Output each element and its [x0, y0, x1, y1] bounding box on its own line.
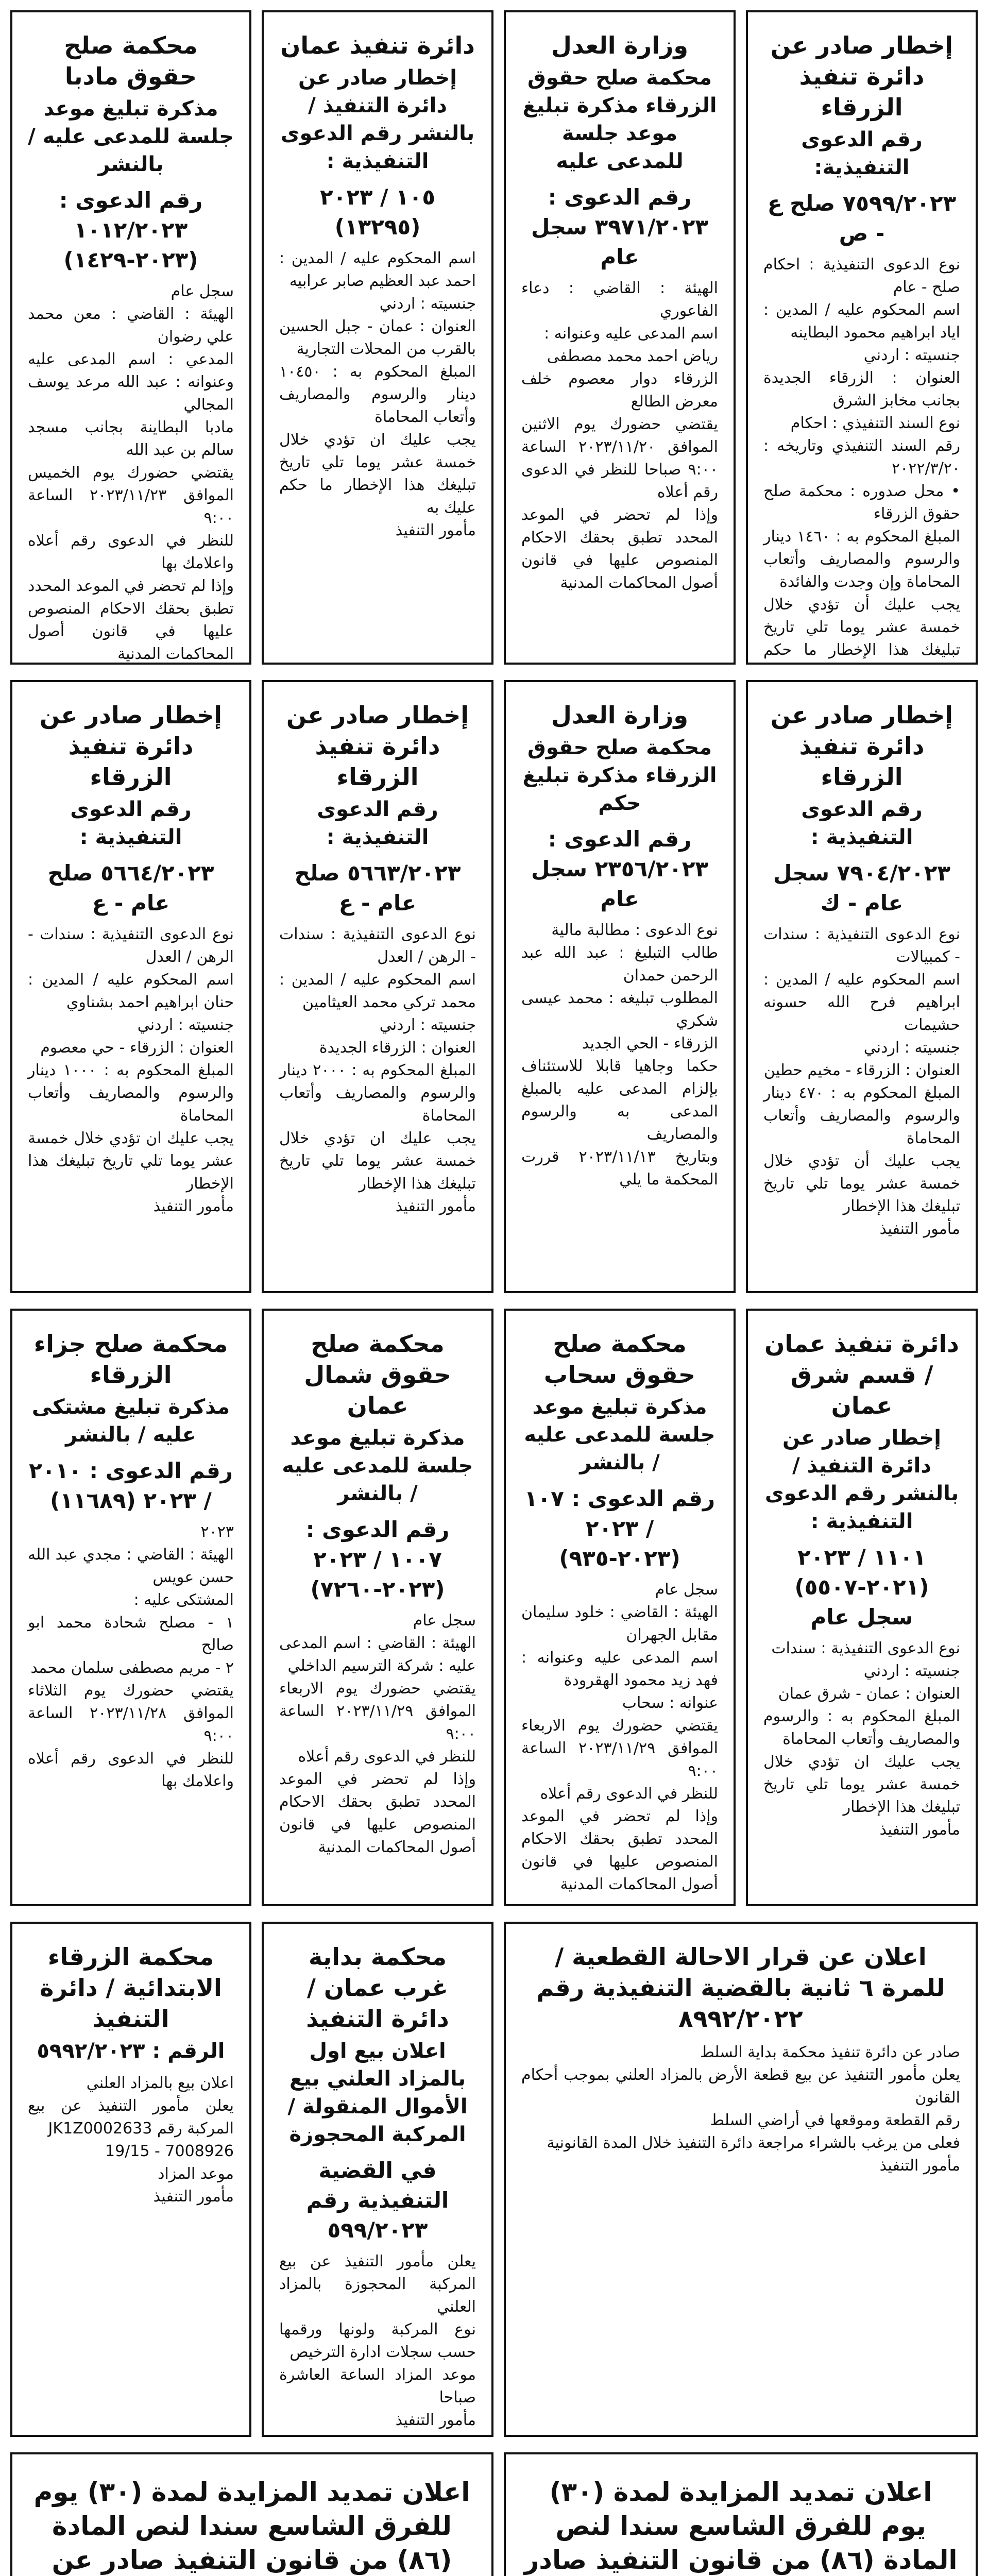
- notice-body: ٢٠٢٣ الهيئة : القاضي : مجدي عبد الله حسن عويس المشتكى عليه : ١ - مصلح شحادة محمد ابو صالح ٢ - مريم مصطفى سلمان محمد يقتضي حضورك يوم الثلاثاء الموافق ٢٠٢٣/١١/٢٨ الساعة ٩:٠٠ للنظر في الدعوى رقم أعلاه واعلامك بها: [28, 1523, 234, 1790]
- notice-header: إخطار صادر عن دائرة تنفيذ الزرقاء: [770, 701, 953, 791]
- notice-body: نوع الدعوى التنفيذية : احكام صلح - عام اسم المحكوم عليه / المدين : اياد ابراهيم محمود البطاينه جنسيته : اردني العنوان : الزرقاء الجديدة بجانب مخابز الشرق نوع السند التنفيذي : احكام رقم السند التنفيذي وتاريخه : ٢٠٢٢/٣/٢٠ • محل صدوره : محكمة صلح حقوق الزرقاء المبلغ المحكوم به : ١٤٦٠ دينار والرسوم والمصاريف وأتعاب المحاماة وإن وجدت والفائدة يجب عليك أن تؤدي خلال خمسة عشر يوما تلي تاريخ تبليغك هذا الإخطار ما حكم: [763, 256, 960, 659]
- notice-reference: ١٠٥ / ٢٠٢٣ (١٣٢٩٥): [319, 184, 436, 240]
- notice-reference: رقم الدعوى : ١٠١٢/٢٠٢٣ (٢٠٢٣-١٤٢٩): [59, 188, 203, 273]
- notice-zarqa-execution-1: [746, 10, 978, 665]
- notice-zarqa-civil-court-1: [504, 10, 736, 665]
- notice-reference: رقم الدعوى : ٢٣٥٦/٢٠٢٣ سجل عام: [531, 826, 709, 911]
- notice-header: وزارة العدل: [551, 701, 688, 729]
- notice-subheader: الرقم : ٥٩٩٢/٢٠٢٣: [37, 2039, 225, 2063]
- notice-body: سجل عام الهيئة : القاضي : اسم المدعى عليه : شركة الترسيم الداخلي يقتضي حضورك يوم الاربعاء الموافق ٢٠٢٣/١١/٢٩ الساعة ٩:٠٠ للنظر في الدعوى رقم أعلاه وإذا لم تحضر في الموعد المحدد تطبق بحقك الاحكام المنصوص عليها في قانون أصول المحاكمات المدنية: [279, 1612, 476, 1856]
- notice-subheader: مذكرة تبليغ موعد جلسة للمدعى عليه / بالنشر: [28, 97, 234, 176]
- notice-reference: رقم الدعوى : ٢٠١٠ / ٢٠٢٣ (١١٦٨٩): [29, 1458, 233, 1513]
- notice-header: دائرة تنفيذ عمان: [280, 31, 475, 59]
- notice-body: صادر عن دائرة تنفيذ محكمة بداية السلط يعلن مأمور التنفيذ عن بيع قطعة الأرض بالمزاد العلني بموجب أحكام القانون رقم القطعة وموقعها في أراضي السلط فعلى من يرغب بالشراء مراجعة دائرة التنفيذ خلال المدة القانونية مأمور التنفيذ: [521, 2043, 960, 2175]
- notice-body: اعلان بيع بالمزاد العلني يعلن مأمور التنفيذ عن بيع المركبة رقم JK1Z0002633 7008926 - 19/15 موعد المزاد مأمور التنفيذ: [28, 2074, 234, 2206]
- notice-header: اعلان عن قرار الاحالة القطعية / للمرة ٦ ثانية بالقضية التنفيذية رقم ٨٩٩٢/٢٠٢٢: [536, 1943, 945, 2032]
- notice-body: سجل عام الهيئة : القاضي : معن محمد علي رضوان المدعي : اسم المدعى عليه وعنوانه : عبد الله مرعد يوسف المجالي مادبا البطاينة بجانب مسجد سالم بن عبد الله يقتضي حضورك يوم الخميس الموافق ٢٠٢٣/١١/٢٣ الساعة ٩:٠٠ للنظر في الدعوى رقم أعلاه واعلامك بها وإذا لم تحضر في الموعد المحدد تطبق بحقك الاحكام المنصوص عليها في قانون أصول المحاكمات المدنية: [28, 282, 234, 663]
- notice-body: يعلن مأمور التنفيذ عن بيع المركبة المحجوزة بالمزاد العلني نوع المركبة ولونها ورقمها حسب سجلات ادارة الترخيص موعد المزاد الساعة العاشرة صباحا مأمور التنفيذ: [279, 2252, 476, 2429]
- notice-reference: ٧٩٠٤/٢٠٢٣ سجل عام - ك: [773, 860, 951, 916]
- notice-zarqa-execution-3: [262, 680, 493, 1293]
- auction-notice-title: اعلان تمديد المزايدة لمدة (٣٠) يوم للفرق الشاسع سندا لنص المادة (٨٦) من قانون التنفيذ صادر: [524, 2477, 958, 2575]
- notice-zarqa-civil-court-judgment: [504, 680, 736, 1293]
- notice-reference: ٥٦٦٤/٢٠٢٣ صلح عام - ع: [47, 860, 214, 916]
- notice-header: إخطار صادر عن دائرة تنفيذ الزرقاء: [770, 31, 953, 121]
- notice-reference: ١١٠١ / ٢٠٢٣ (٢٠٢١-٥٥٠٧) سجل عام: [794, 1545, 929, 1630]
- notice-reference: رقم الدعوى : ١٠٠٧ / ٢٠٢٣ (٢٠٢٣-٧٢٦٠): [305, 1517, 450, 1602]
- notice-zarqa-criminal-court: [10, 1309, 251, 1906]
- notice-zarqa-primary-court: [10, 1922, 251, 2437]
- notice-reference: رقم الدعوى : ١٠٧ / ٢٠٢٣ (٢٠٢٣-٩٣٥): [524, 1486, 716, 1571]
- notice-header: محكمة صلح حقوق سحاب: [543, 1330, 696, 1388]
- notice-header: محكمة بداية غرب عمان / دائرة التنفيذ: [306, 1943, 449, 2032]
- notice-west-amman-auction: [262, 1922, 493, 2437]
- notice-header: محكمة صلح حقوق شمال عمان: [304, 1330, 451, 1419]
- notice-reference: ٧٥٩٩/٢٠٢٣ صلح ع - ص: [767, 191, 957, 246]
- notice-north-amman-civil-court: [262, 1309, 493, 1906]
- notice-subheader: إخطار صادر عن دائرة التنفيذ / بالنشر رقم الدعوى التنفيذية :: [764, 1426, 959, 1533]
- notice-body: نوع الدعوى التنفيذية : سندات - الرهن / العدل اسم المحكوم عليه / المدين : حنان ابراهيم احمد بشناوي جنسيته : اردني العنوان : الزرقاء - حي معصوم المبلغ المحكوم به : ١٠٠٠ دينار والرسوم والمصاريف وأتعاب المحاماة يجب عليك ان تؤدي خلال خمسة عشر يوما تلي تاريخ تبليغك هذا الإخطار مأمور التنفيذ: [28, 925, 234, 1215]
- notice-body: نوع الدعوى التنفيذية : سندات - الرهن / العدل اسم المحكوم عليه / المدين : محمد تركي محمد العيثامين جنسيته : اردني العنوان : الزرقاء الجديدة المبلغ المحكوم به : ٢٠٠٠ دينار والرسوم والمصاريف وأتعاب المحاماة يجب عليك ان تؤدي خلال خمسة عشر يوما تلي تاريخ تبليغك هذا الإخطار مأمور التنفيذ: [279, 925, 476, 1215]
- notice-subheader: رقم الدعوى التنفيذية :: [801, 798, 923, 849]
- notice-salt-final-referral: [504, 1922, 978, 2437]
- notice-madaba-civil-court: [10, 10, 251, 665]
- notice-auction-extension-case-77: [504, 2452, 978, 2576]
- notice-subheader: رقم الدعوى التنفيذية :: [70, 798, 192, 849]
- auction-notice-title: اعلان تمديد المزايدة لمدة (٣٠) يوم للفرق الشاسع سندا لنص المادة (٨٦) من قانون التنفيذ صادر عن: [33, 2477, 470, 2575]
- notice-header: محكمة صلح جزاء الزرقاء: [33, 1330, 228, 1388]
- notice-header: وزارة العدل: [551, 31, 688, 59]
- notice-subheader: مذكرة تبليغ مشتكى عليه / بالنشر: [31, 1395, 230, 1447]
- notice-header: دائرة تنفيذ عمان / قسم شرق عمان: [764, 1330, 959, 1419]
- notice-subheader: محكمة صلح حقوق الزرقاء مذكرة تبليغ حكم: [522, 736, 717, 815]
- notice-subheader: مذكرة تبليغ موعد جلسة للمدعى عليه / بالنشر: [524, 1395, 716, 1475]
- notice-subheader: رقم الدعوى التنفيذية:: [801, 128, 923, 179]
- notice-body: اسم المحكوم عليه / المدين : احمد عبد العظيم صابر عرابيه جنسيته : اردني العنوان : عمان - جبل الحسين بالقرب من المحلات التجارية المبلغ المحكوم به : ١٠٤٥٠ دينار والرسوم والمصاريف وأتعاب المحاماة يجب عليك ان تؤدي خلال خمسة عشر يوما تلي تاريخ تبليغك هذا الإخطار ما حكم عليك به مأمور التنفيذ: [279, 249, 476, 539]
- notice-body: نوع الدعوى التنفيذية : سندات جنسيته : اردني العنوان : عمان - شرق عمان المبلغ المحكوم به : والرسوم والمصاريف وأتعاب المحاماة يجب عليك ان تؤدي خلال خمسة عشر يوما تلي تاريخ تبليغك هذا الإخطار مأمور التنفيذ: [763, 1639, 960, 1839]
- notice-subheader: رقم الدعوى التنفيذية :: [317, 798, 438, 849]
- notice-body: الهيئة : القاضي : دعاء الفاعوري اسم المدعى عليه وعنوانه : رياض احمد محمد مصطفى الزرقاء دوار معصوم خلف معرض الطالع يقتضي حضورك يوم الاثنين الموافق ٢٠٢٣/١١/٢٠ الساعة ٩:٠٠ صباحا للنظر في الدعوى رقم أعلاه وإذا لم تحضر في الموعد المحدد تطبق بحقك الاحكام المنصوص عليها في قانون أصول المحاكمات المدنية: [521, 279, 718, 592]
- notice-body: نوع الدعوى : مطالبة مالية طالب التبليغ : عبد الله عبد الرحمن حمدان المطلوب تبليغه : محمد عيسى شكري الزرقاء - الحي الجديد حكما وجاهيا قابلا للاستئناف بإلزام المدعى عليه بالمبلغ المدعى به والرسوم والمصاريف وبتاريخ ٢٠٢٣/١١/١٣ قررت المحكمة ما يلي: [521, 921, 718, 1189]
- notice-header: محكمة صلح حقوق مادبا: [64, 31, 198, 90]
- notice-reference: ٥٦٦٣/٢٠٢٣ صلح عام - ع: [294, 860, 461, 916]
- notice-amman-execution-1: [262, 10, 493, 665]
- notice-subheader: إخطار صادر عن دائرة التنفيذ / بالنشر رقم الدعوى التنفيذية :: [280, 66, 475, 173]
- notice-header: إخطار صادر عن دائرة تنفيذ الزرقاء: [39, 701, 223, 791]
- notice-reference: في القضية التنفيذية رقم ٥٩٩/٢٠٢٣: [306, 2158, 449, 2243]
- notice-header: محكمة الزرقاء الابتدائية / دائرة التنفيذ: [40, 1943, 222, 2032]
- notice-header: إخطار صادر عن دائرة تنفيذ الزرقاء: [286, 701, 469, 791]
- notice-zarqa-execution-4: [10, 680, 251, 1293]
- notice-body: سجل عام الهيئة : القاضي : خلود سليمان مقابل الجهران اسم المدعى عليه وعنوانه : فهد زيد محمود الهقرودة عنوانه : سحاب يقتضي حضورك يوم الاربعاء الموافق ٢٠٢٣/١١/٢٩ الساعة ٩:٠٠ للنظر في الدعوى رقم أعلاه وإذا لم تحضر في الموعد المحدد تطبق بحقك الاحكام المنصوص عليها في قانون أصول المحاكمات المدنية: [521, 1581, 718, 1893]
- notice-auction-extension-case-80: [10, 2452, 493, 2576]
- notice-sahab-civil-court: [504, 1309, 736, 1906]
- notice-subheader: اعلان بيع اول بالمزاد العلني بيع الأموال المنقولة / المركبة المحجوزة: [287, 2039, 468, 2146]
- notice-body: نوع الدعوى التنفيذية : سندات - كمبيالات اسم المحكوم عليه / المدين : ابراهيم فرح الله حسونه حشيمات جنسيته : اردني العنوان : الزرقاء - مخيم حطين المبلغ المحكوم به : ٤٧٠ دينار والرسوم والمصاريف وأتعاب المحاماة يجب عليك أن تؤدي خلال خمسة عشر يوما تلي تاريخ تبليغك هذا الإخطار مأمور التنفيذ: [763, 925, 960, 1238]
- notice-east-amman-execution: [746, 1309, 978, 1906]
- notice-subheader: مذكرة تبليغ موعد جلسة للمدعى عليه / بالنشر: [282, 1426, 473, 1505]
- notice-zarqa-execution-2: [746, 680, 978, 1293]
- notice-reference: رقم الدعوى : ٣٩٧١/٢٠٢٣ سجل عام: [531, 184, 709, 269]
- notice-subheader: محكمة صلح حقوق الزرقاء مذكرة تبليغ موعد جلسة للمدعى عليه: [522, 66, 717, 173]
